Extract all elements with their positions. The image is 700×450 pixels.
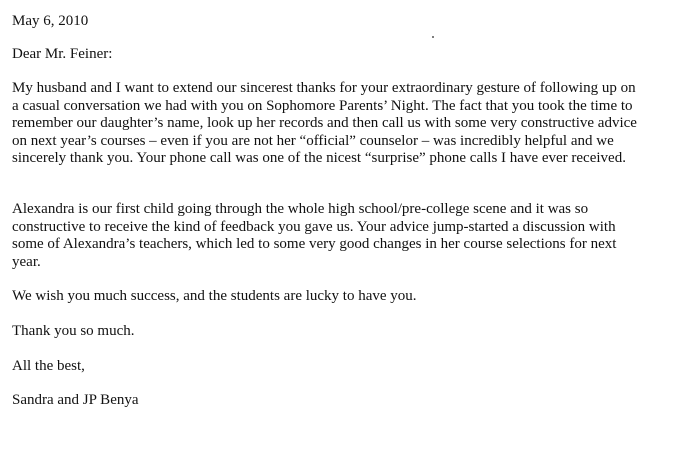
salutation: Dear Mr. Feiner: <box>12 46 113 62</box>
paragraph-gratitude <box>12 80 692 168</box>
paragraph-line: some of Alexandra’s teachers, which led to some very good changes in her course selections for next <box>12 236 617 252</box>
paragraph-line: on next year’s courses – even if you are not her “official” counselor – was incredibly helpful and we <box>12 132 614 149</box>
paragraph-line: a casual conversation we had with you on Sophomore Parents’ Night. The fact that you took the time to <box>12 97 633 114</box>
signature: Sandra and JP Benya <box>12 392 139 408</box>
paragraph-line: sincerely thank you. Your phone call was one of the nicest “surprise” phone calls I have ever received. <box>12 150 626 166</box>
valediction: All the best, <box>12 358 85 374</box>
paragraph-line: constructive to receive the kind of feedback you gave us. Your advice jump-started a discussion with <box>12 218 616 235</box>
scan-speck <box>432 36 434 38</box>
paragraph-line: My husband and I want to extend our sincerest thanks for your extraordinary gesture of following up on <box>12 80 636 96</box>
paragraph-line: year. <box>12 253 41 270</box>
paragraph-line: Alexandra is our first child going through the whole high school/pre-college scene and it was so <box>12 201 589 217</box>
paragraph-wishes: We wish you much success, and the students are lucky to have you. <box>12 288 417 304</box>
paragraph-alexandra <box>12 201 692 271</box>
letter-date: May 6, 2010 <box>12 13 89 29</box>
closing-thanks: Thank you so much. <box>12 323 135 339</box>
paragraph-line: remember our daughter’s name, look up her records and then call us with some very constructive advice <box>12 115 637 131</box>
